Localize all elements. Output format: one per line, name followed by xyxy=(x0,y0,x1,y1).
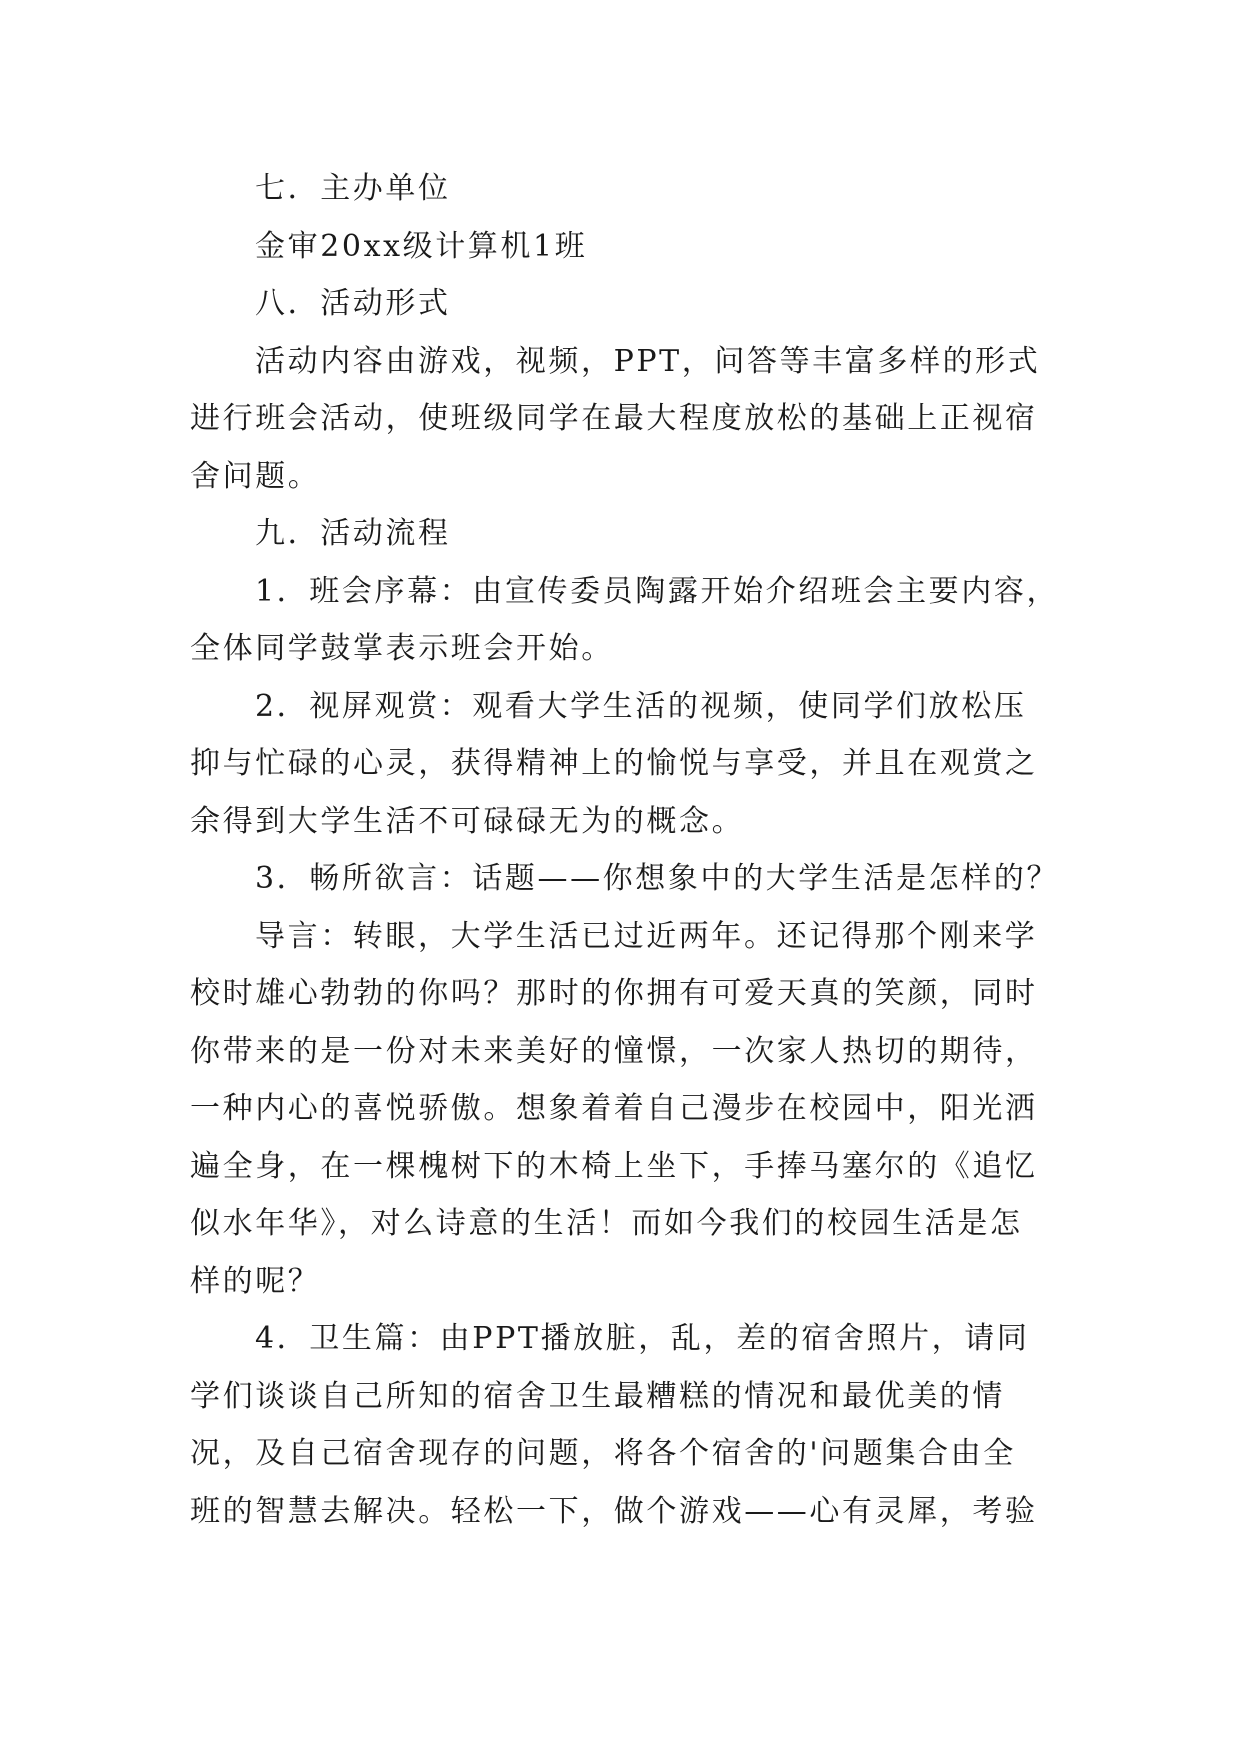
text-line: 一种内心的喜悦骄傲。想象着着自己漫步在校园中，阳光洒 xyxy=(190,1091,1038,1126)
text-line: 你带来的是一份对未来美好的憧憬，一次家人热切的期待， xyxy=(190,1033,1038,1069)
organizer-name: 金审20xx级计算机1班 xyxy=(255,228,588,264)
text-line: 遍全身，在一棵槐树下的木椅上坐下，手捧马塞尔的《追忆 xyxy=(190,1148,1038,1184)
text-line: 2．视屏观赏：观看大学生活的视频，使同学们放松压 xyxy=(255,688,1027,724)
text-line: 余得到大学生活不可碌碌无为的概念。 xyxy=(190,803,745,839)
text-line: 3．畅所欲言：话题——你想象中的大学生活是怎样的？ xyxy=(255,861,1060,896)
text-line: 似水年华》，对么诗意的生活！而如今我们的校园生活是怎 xyxy=(190,1206,1023,1241)
text-line: 样的呢？ xyxy=(190,1263,321,1299)
text-line: 导言：转眼，大学生活已过近两年。还记得那个刚来学 xyxy=(255,918,1038,954)
text-line: 4．卫生篇：由PPT播放脏，乱，差的宿舍照片，请同 xyxy=(255,1321,1030,1356)
heading-organizer: 七．主办单位 xyxy=(255,171,451,206)
text-line: 况，及自己宿舍现存的问题，将各个宿舍的'问题集合由全 xyxy=(190,1436,1016,1471)
text-line: 舍问题。 xyxy=(190,458,321,494)
text-line: 1．班会序幕：由宣传委员陶露开始介绍班会主要内容， xyxy=(255,573,1060,609)
text-line: 学们谈谈自己所知的宿舍卫生最糟糕的情况和最优美的情 xyxy=(190,1378,1005,1414)
heading-activity-form: 八．活动形式 xyxy=(255,286,451,321)
heading-activity-process: 九．活动流程 xyxy=(255,516,451,551)
document-body xyxy=(190,160,1060,1540)
text-line: 班的智慧去解决。轻松一下，做个游戏——心有灵犀，考验 xyxy=(190,1493,1038,1529)
text-line: 全体同学鼓掌表示班会开始。 xyxy=(190,631,614,666)
text-line: 抑与忙碌的心灵，获得精神上的愉悦与享受，并且在观赏之 xyxy=(190,746,1038,781)
text-line: 进行班会活动，使班级同学在最大程度放松的基础上正视宿 xyxy=(190,401,1038,436)
text-line: 活动内容由游戏，视频，PPT，问答等丰富多样的形式 xyxy=(255,343,1041,379)
text-line: 校时雄心勃勃的你吗？那时的你拥有可爱天真的笑颜，同时 xyxy=(190,976,1038,1011)
